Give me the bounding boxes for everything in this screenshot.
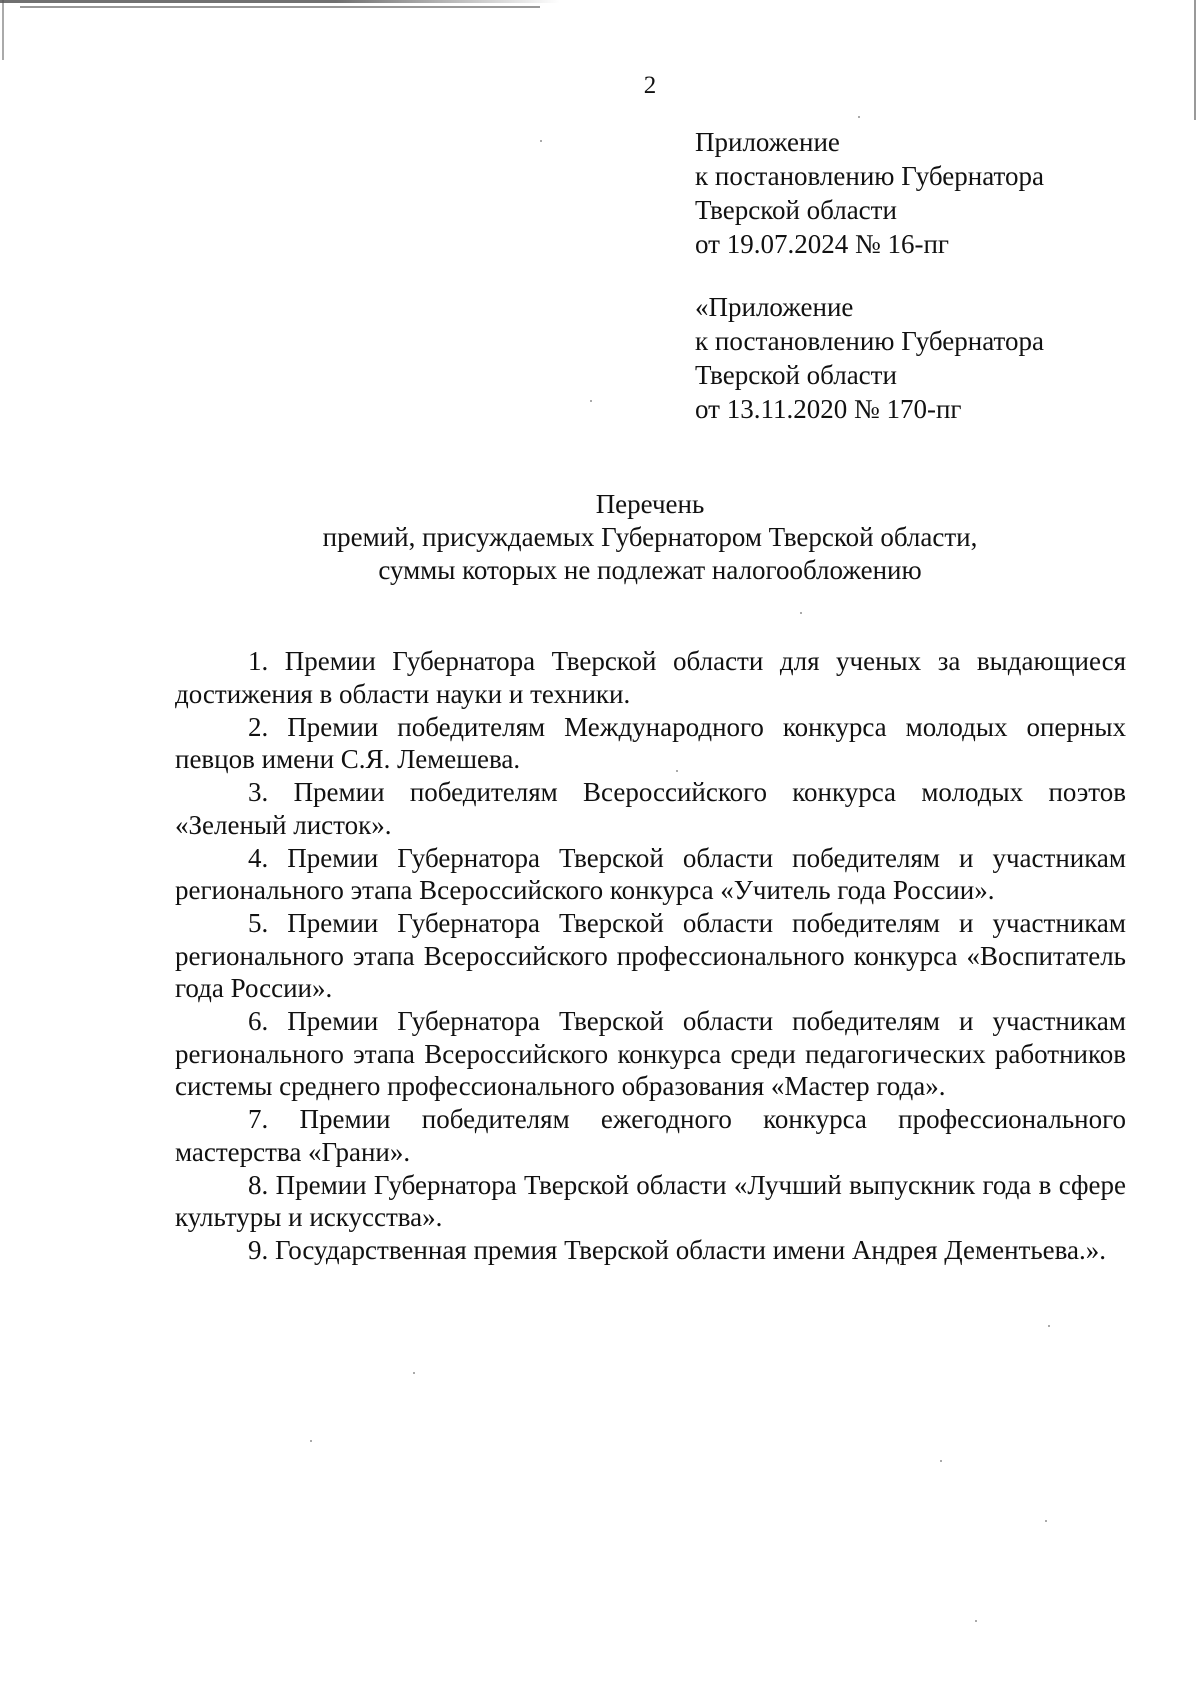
list-item-number: 2. [248, 711, 269, 742]
scan-speck [1048, 1325, 1050, 1327]
document-title [175, 488, 1125, 587]
list-item [175, 1005, 1126, 1103]
list-item-text: Премии Губернатора Тверской области победителям и участникам регионального этапа Всероссийского конкурса среди педагогических работников системы среднего профессионального образования «Мастер года». [175, 1006, 1126, 1101]
list-item-text: Премии победителям Всероссийского конкурса молодых поэтов «Зеленый листок». [175, 777, 1127, 840]
title-line-2: премий, присуждаемых Губернатором Тверской области, [322, 522, 978, 552]
list-item-text: Премии Губернатора Тверской области для ученых за выдающиеся достижения в области науки и техники. [175, 646, 1126, 709]
title-line-3: суммы которых не подлежат налогообложению [378, 555, 922, 585]
scan-speck [413, 1372, 415, 1374]
list-item-text: Премии Губернатора Тверской области победителям и участникам регионального этапа Всероссийского конкурса «Учитель года России». [175, 842, 1126, 905]
approval-current-line-2: к постановлению Губернатора [695, 161, 1044, 191]
scan-speck [1045, 1520, 1047, 1522]
scan-edge-right [1194, 0, 1196, 120]
scan-edge-left [2, 0, 4, 60]
list-item-number: 9. [248, 1235, 269, 1265]
scan-speck [590, 400, 592, 402]
approval-previous-line-2: к постановлению Губернатора [695, 326, 1044, 356]
list-item [175, 842, 1126, 907]
scan-speck [310, 1440, 312, 1442]
scan-speck [940, 1460, 942, 1462]
list-item-text: Государственная премия Тверской области имени Андрея Дементьева.». [275, 1235, 1106, 1265]
list-item-text: Премии Губернатора Тверской области «Лучший выпускник года в сфере культуры и искусства». [175, 1169, 1127, 1232]
list-item-text: Премии победителям ежегодного конкурса профессионального мастерства «Грани». [175, 1104, 1126, 1167]
list-item [175, 645, 1126, 710]
list-item-text: Премии победителям Международного конкурса молодых оперных певцов имени С.Я. Лемешева. [175, 711, 1127, 774]
approval-previous-line-4: от 13.11.2020 № 170-пг [695, 394, 962, 424]
prize-list [175, 645, 1126, 1267]
list-item [175, 776, 1126, 841]
title-line-1: Перечень [595, 489, 705, 519]
list-item [175, 907, 1126, 1005]
approval-current-line-4: от 19.07.2024 № 16-пг [695, 229, 949, 259]
approval-current-line-3: Тверской области [695, 195, 897, 225]
list-item [175, 711, 1126, 776]
approval-current-line-1: Приложение [695, 127, 840, 157]
page-number: 2 [643, 72, 657, 99]
list-item [175, 1234, 1126, 1267]
scan-speck [540, 140, 542, 142]
approval-previous-line-3: Тверской области [695, 360, 897, 390]
list-item-number: 7. [248, 1104, 269, 1134]
list-item [175, 1103, 1126, 1168]
scan-edge-top [0, 0, 560, 3]
list-item-number: 3. [248, 777, 269, 807]
list-item-number: 6. [248, 1006, 269, 1036]
approval-previous-line-1: «Приложение [695, 292, 854, 322]
scan-edge-top-secondary [20, 6, 540, 8]
scan-speck [800, 612, 802, 614]
list-item [175, 1169, 1126, 1234]
approval-block-previous [695, 290, 1044, 426]
list-item-text: Премии Губернатора Тверской области победителям и участникам регионального этапа Всероссийского профессионального конкурса «Воспитатель года России». [175, 908, 1126, 1003]
list-item-number: 1. [248, 646, 269, 676]
list-item-number: 5. [248, 908, 269, 938]
scan-speck [975, 1620, 977, 1622]
scan-speck [858, 116, 860, 118]
list-item-number: 8. [248, 1169, 269, 1200]
list-item-number: 4. [248, 842, 269, 873]
approval-block-current [695, 125, 1044, 261]
